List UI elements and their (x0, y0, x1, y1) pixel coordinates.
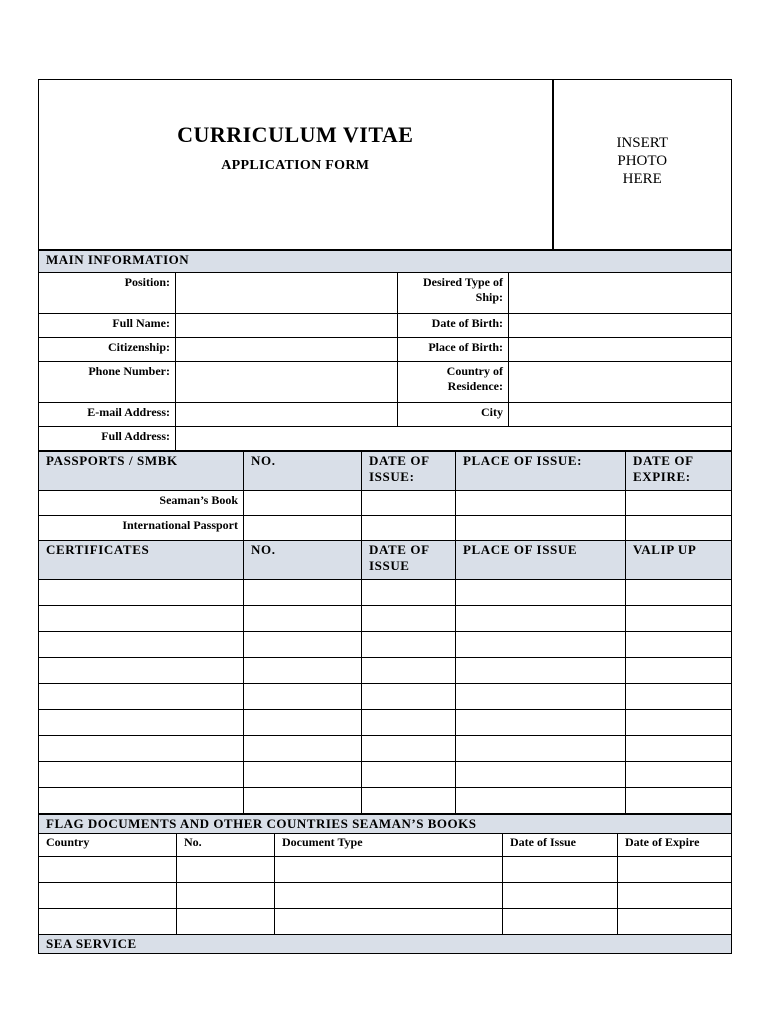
certificate-cell[interactable] (244, 658, 362, 684)
section-main-information: MAIN INFORMATION (39, 251, 732, 273)
certificates-header-date-of-issue: DATE OF ISSUE (362, 541, 456, 580)
certificate-cell[interactable] (362, 710, 456, 736)
field-citizenship[interactable] (176, 338, 398, 362)
passports-header-no: NO. (244, 452, 362, 491)
certificate-cell[interactable] (39, 762, 244, 788)
table-row (39, 606, 732, 632)
flag-documents-rows (39, 857, 732, 935)
flag-document-cell[interactable] (177, 909, 275, 935)
passport-international-no[interactable] (244, 516, 362, 541)
table-row (39, 788, 732, 814)
label-citizenship: Citizenship: (39, 338, 176, 362)
photo-placeholder-text: INSERT PHOTO HERE (616, 134, 669, 187)
field-country-of-residence[interactable] (509, 362, 732, 403)
field-full-name[interactable] (176, 314, 398, 338)
certificate-cell[interactable] (362, 580, 456, 606)
label-date-of-birth: Date of Birth: (398, 314, 509, 338)
certificate-cell[interactable] (362, 762, 456, 788)
passport-seamans-book-place-of-issue[interactable] (456, 491, 626, 516)
cv-form (38, 79, 731, 954)
flag-header-document-type: Document Type (275, 834, 503, 857)
section-flag-documents: FLAG DOCUMENTS AND OTHER COUNTRIES SEAMAN’S BOOKS (39, 815, 732, 834)
table-row (39, 883, 732, 909)
certificate-cell[interactable] (626, 632, 732, 658)
certificate-cell[interactable] (362, 606, 456, 632)
page-subtitle: APPLICATION FORM (221, 158, 370, 173)
passport-seamans-book-date-of-expire[interactable] (626, 491, 732, 516)
certificate-cell[interactable] (626, 684, 732, 710)
certificate-cell[interactable] (456, 632, 626, 658)
field-date-of-birth[interactable] (509, 314, 732, 338)
label-phone-number: Phone Number: (39, 362, 176, 403)
passport-international-date-of-issue[interactable] (362, 516, 456, 541)
label-place-of-birth: Place of Birth: (398, 338, 509, 362)
table-row (39, 762, 732, 788)
label-country-of-residence: Country of Residence: (398, 362, 509, 403)
certificate-cell[interactable] (39, 580, 244, 606)
certificates-header-title: CERTIFICATES (39, 541, 244, 580)
certificate-cell[interactable] (362, 632, 456, 658)
flag-header-country: Country (39, 834, 177, 857)
passports-header-date-of-expire: DATE OF EXPIRE: (626, 452, 732, 491)
table-row (39, 516, 732, 541)
certificate-cell[interactable] (456, 658, 626, 684)
certificate-cell[interactable] (626, 658, 732, 684)
table-row (39, 909, 732, 935)
section-sea-service: SEA SERVICE (39, 935, 732, 954)
table-row (39, 710, 732, 736)
title-block (39, 80, 553, 250)
certificate-cell[interactable] (456, 710, 626, 736)
certificate-cell[interactable] (244, 606, 362, 632)
passports-header-place-of-issue: PLACE OF ISSUE: (456, 452, 626, 491)
label-full-address: Full Address: (39, 427, 176, 451)
flag-documents-table (38, 814, 732, 954)
certificate-cell[interactable] (362, 684, 456, 710)
main-information-table (38, 250, 732, 451)
passports-header-date-of-issue: DATE OF ISSUE: (362, 452, 456, 491)
table-row (39, 632, 732, 658)
certificate-cell[interactable] (244, 788, 362, 814)
flag-document-cell[interactable] (503, 909, 618, 935)
field-full-address[interactable] (176, 427, 732, 451)
certificate-cell[interactable] (456, 788, 626, 814)
label-position: Position: (39, 273, 176, 314)
table-row (39, 580, 732, 606)
passport-row-label: International Passport (39, 516, 244, 541)
certificate-cell[interactable] (456, 762, 626, 788)
flag-document-cell[interactable] (177, 857, 275, 883)
certificate-cell[interactable] (39, 684, 244, 710)
certificate-cell[interactable] (39, 736, 244, 762)
certificate-cell[interactable] (626, 736, 732, 762)
certificate-cell[interactable] (626, 606, 732, 632)
passport-international-date-of-expire[interactable] (626, 516, 732, 541)
certificate-cell[interactable] (39, 632, 244, 658)
passport-seamans-book-no[interactable] (244, 491, 362, 516)
certificate-cell[interactable] (362, 788, 456, 814)
label-full-name: Full Name: (39, 314, 176, 338)
flag-document-cell[interactable] (503, 883, 618, 909)
certificate-cell[interactable] (456, 580, 626, 606)
flag-document-cell[interactable] (177, 883, 275, 909)
certificate-cell[interactable] (244, 632, 362, 658)
certificates-header-valid-up: VALIP UP (626, 541, 732, 580)
certificate-cell[interactable] (244, 580, 362, 606)
certificate-cell[interactable] (626, 762, 732, 788)
passports-certificates-table (38, 451, 732, 814)
photo-placeholder[interactable] (553, 80, 732, 250)
page-title: CURRICULUM VITAE (177, 122, 414, 147)
label-city: City (398, 403, 509, 427)
table-row (39, 491, 732, 516)
flag-header-date-of-expire: Date of Expire (618, 834, 732, 857)
certificate-cell[interactable] (39, 710, 244, 736)
table-row (39, 857, 732, 883)
flag-document-cell[interactable] (618, 883, 732, 909)
certificate-cell[interactable] (39, 788, 244, 814)
certificates-header-no: NO. (244, 541, 362, 580)
certificate-cell[interactable] (626, 710, 732, 736)
passport-international-place-of-issue[interactable] (456, 516, 626, 541)
certificate-cell[interactable] (362, 736, 456, 762)
flag-document-cell[interactable] (39, 857, 177, 883)
flag-header-date-of-issue: Date of Issue (503, 834, 618, 857)
flag-document-cell[interactable] (275, 883, 503, 909)
field-place-of-birth[interactable] (509, 338, 732, 362)
certificate-cell[interactable] (626, 580, 732, 606)
label-desired-type-of-ship: Desired Type of Ship: (398, 273, 509, 314)
certificates-header-place-of-issue: PLACE OF ISSUE (456, 541, 626, 580)
flag-document-cell[interactable] (275, 857, 503, 883)
certificate-cell[interactable] (362, 658, 456, 684)
flag-document-cell[interactable] (618, 909, 732, 935)
certificate-cell[interactable] (244, 710, 362, 736)
field-phone-number[interactable] (176, 362, 398, 403)
certificate-cell[interactable] (244, 736, 362, 762)
certificate-cell[interactable] (244, 684, 362, 710)
field-position[interactable] (176, 273, 398, 314)
flag-document-cell[interactable] (39, 909, 177, 935)
table-row (39, 684, 732, 710)
certificate-cell[interactable] (39, 658, 244, 684)
field-email-address[interactable] (176, 403, 398, 427)
flag-document-cell[interactable] (618, 857, 732, 883)
certificate-cell[interactable] (456, 684, 626, 710)
flag-document-cell[interactable] (503, 857, 618, 883)
field-city[interactable] (509, 403, 732, 427)
certificate-cell[interactable] (456, 606, 626, 632)
passport-seamans-book-date-of-issue[interactable] (362, 491, 456, 516)
certificates-rows (39, 580, 732, 814)
label-email-address: E-mail Address: (39, 403, 176, 427)
passports-header-title: PASSPORTS / SMBK (39, 452, 244, 491)
table-row (39, 658, 732, 684)
form-header (38, 79, 732, 250)
certificate-cell[interactable] (39, 606, 244, 632)
certificate-cell[interactable] (456, 736, 626, 762)
certificate-cell[interactable] (244, 762, 362, 788)
flag-document-cell[interactable] (275, 909, 503, 935)
flag-header-no: No. (177, 834, 275, 857)
field-desired-type-of-ship[interactable] (509, 273, 732, 314)
flag-document-cell[interactable] (39, 883, 177, 909)
passport-row-label: Seaman’s Book (39, 491, 244, 516)
certificate-cell[interactable] (626, 788, 732, 814)
table-row (39, 736, 732, 762)
